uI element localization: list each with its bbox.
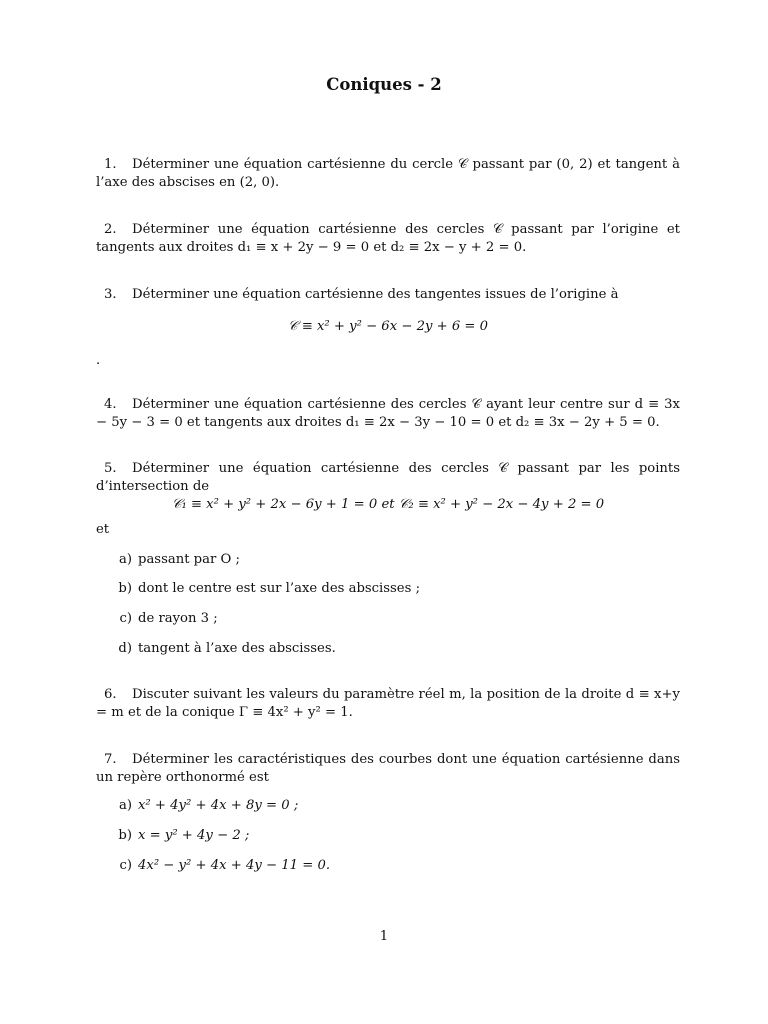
list-item <box>112 827 249 845</box>
page-title: Coniques - 2 <box>326 75 442 94</box>
exercise-text: Déterminer une équation cartésienne des cercles 𝒞 passant par l’origine et tangents aux droites d₁ ≡ x + 2y − 9 = 0 et d₂ ≡ 2x − y + 2 = 0. <box>96 222 680 255</box>
exercise-6 <box>96 686 680 722</box>
trailing-period: . <box>96 353 101 368</box>
item-label: d) <box>118 641 132 656</box>
exercise-3 <box>96 286 680 304</box>
item-text: dont le centre est sur l’axe des abscisses ; <box>138 581 421 596</box>
exercise-number: 3. <box>104 287 117 302</box>
exercise-text: Discuter suivant les valeurs du paramètre réel m, la position de la droite d ≡ x+y = m et de la conique Γ ≡ 4x² + y² = 1. <box>96 687 680 720</box>
exercise-number: 4. <box>104 397 117 412</box>
exercise-text: Déterminer une équation cartésienne des tangentes issues de l’origine à <box>132 287 619 302</box>
item-text: passant par O ; <box>138 552 240 567</box>
page-number: 1 <box>379 929 389 944</box>
item-text: de rayon 3 ; <box>138 611 218 626</box>
exercise-number: 5. <box>104 461 117 476</box>
list-item <box>112 797 298 815</box>
list-item <box>112 610 218 628</box>
exercise-2 <box>96 221 680 257</box>
display-equation: 𝒞₁ ≡ x² + y² + 2x − 6y + 1 = 0 et 𝒞₂ ≡ x² + y² − 2x − 4y + 2 = 0 <box>171 497 605 512</box>
list-item <box>112 640 336 658</box>
item-text: x² + 4y² + 4x + 8y = 0 ; <box>138 798 299 813</box>
display-equation: 𝒞 ≡ x² + y² − 6x − 2y + 6 = 0 <box>287 319 489 334</box>
exercise-text: Déterminer une équation cartésienne des cercles 𝒞 passant par les points d’intersection de <box>96 461 680 494</box>
item-label: a) <box>118 798 132 813</box>
exercise-text: Déterminer une équation cartésienne du cercle 𝒞 passant par (0, 2) et tangent à l’axe des abscises en (2, 0). <box>96 157 680 190</box>
item-label: b) <box>118 581 132 596</box>
exercise-1 <box>96 156 680 192</box>
item-label: c) <box>119 858 132 873</box>
item-label: c) <box>119 611 132 626</box>
exercise-number: 1. <box>104 157 117 172</box>
exercise-4 <box>96 396 680 432</box>
list-item <box>112 857 330 875</box>
continuation-text: et <box>96 522 110 537</box>
item-text: 4x² − y² + 4x + 4y − 11 = 0. <box>138 858 331 873</box>
exercise-text: Déterminer les caractéristiques des courbes dont une équation cartésienne dans un repère orthonormé est <box>96 752 680 785</box>
exercise-number: 6. <box>104 687 117 702</box>
item-text: x = y² + 4y − 2 ; <box>138 828 250 843</box>
item-label: a) <box>118 552 132 567</box>
exercise-7 <box>96 751 680 787</box>
exercise-number: 2. <box>104 222 117 237</box>
list-item <box>112 580 420 598</box>
list-item <box>112 551 240 569</box>
item-label: b) <box>118 828 132 843</box>
exercise-number: 7. <box>104 752 117 767</box>
item-text: tangent à l’axe des abscisses. <box>138 641 336 656</box>
exercise-text: Déterminer une équation cartésienne des cercles 𝒞 ayant leur centre sur d ≡ 3x − 5y − 3 = 0 et tangents aux droites d₁ ≡ 2x − 3y − 10 = 0 et d₂ ≡ 3x − 2y + 5 = 0. <box>96 397 680 430</box>
exercise-5 <box>96 460 680 496</box>
